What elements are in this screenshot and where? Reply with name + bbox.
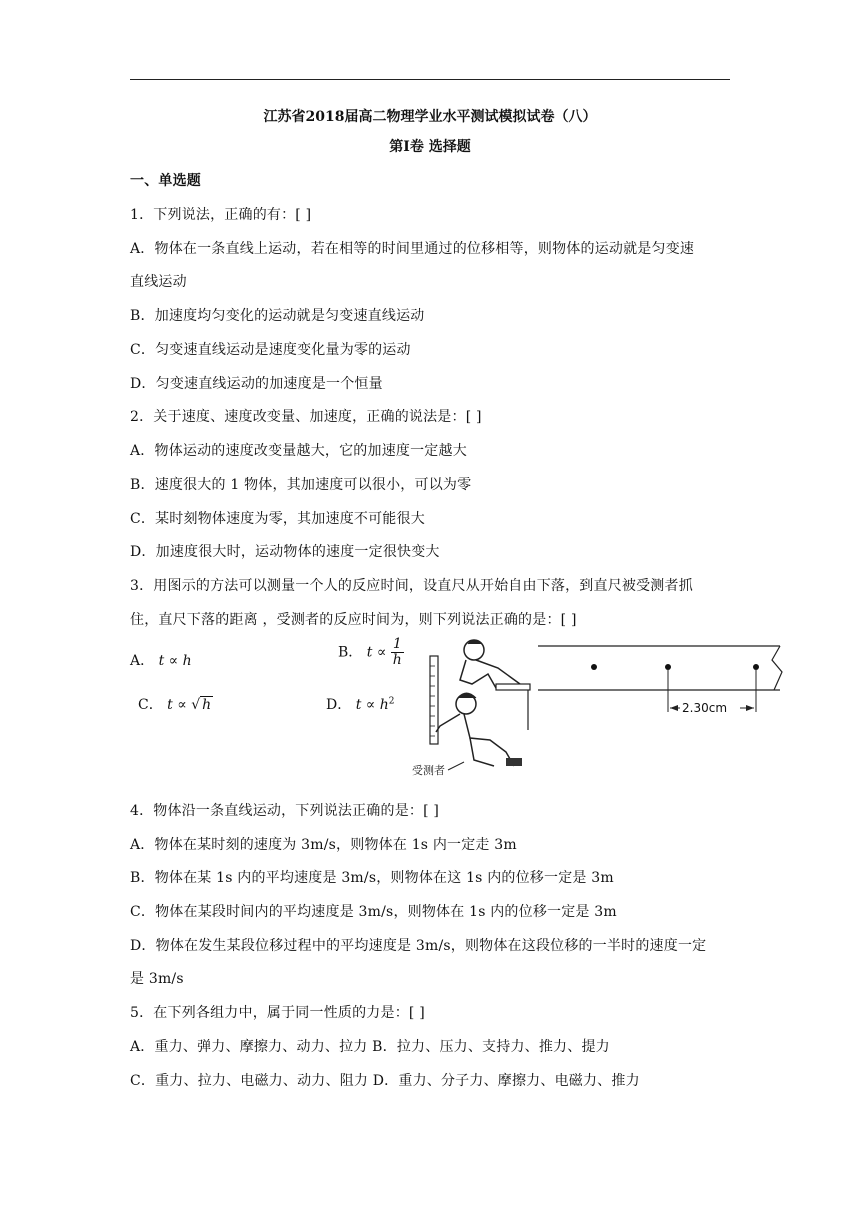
paper-tape-figure xyxy=(536,640,798,724)
q3-option-c: C． t ∝ √ h xyxy=(138,697,212,713)
q5-stem: 5．在下列各组力中，属于同一性质的力是：[ ] xyxy=(130,1005,425,1021)
tester-body xyxy=(460,660,496,688)
q2-option-b: B．速度很大的 1 物体，其加速度可以很小，可以为零 xyxy=(130,477,472,493)
q2-option-a: A．物体运动的速度改变量越大，它的加速度一定越大 xyxy=(130,443,467,459)
tape-dot-3 xyxy=(753,664,759,670)
subject-leg xyxy=(470,738,494,766)
q4-option-c: C．物体在某段时间内的平均速度是 3m/s，则物体在 1s 内的位移一定是 3m xyxy=(130,904,617,920)
exam-title: 江苏省2018届高二物理学业水平测试模拟试卷（八） xyxy=(263,109,597,125)
exam-subtitle: 第Ⅰ卷 选择题 xyxy=(389,139,471,155)
q4-option-d-cont: 是 3m/s xyxy=(130,971,184,987)
fraction-one-over-h: $\frac{1}{h}$ xyxy=(392,636,402,668)
section-heading: 一、单选题 xyxy=(130,173,201,189)
q1-option-d: D．匀变速直线运动的加速度是一个恒量 xyxy=(130,376,383,392)
subject-shoe xyxy=(506,758,522,766)
q2-stem: 2．关于速度、速度改变量、加速度，正确的说法是：[ ] xyxy=(130,409,482,425)
q1-option-a-cont: 直线运动 xyxy=(130,274,187,290)
reaction-time-figure xyxy=(410,634,540,780)
q1-option-b: B．加速度均匀变化的运动就是匀变速直线运动 xyxy=(130,308,425,324)
q3-option-a: A． t ∝ h xyxy=(130,653,192,669)
q3-stem-line2: 住，直尺下落的距离 ，受测者的反应时间为，则下列说法正确的是：[ ] xyxy=(130,612,577,628)
q1-option-a: A．物体在一条直线上运动，若在相等的时间里通过的位移相等，则物体的运动就是匀变速 xyxy=(130,241,695,257)
table-top xyxy=(496,684,530,690)
caption-pointer xyxy=(448,762,464,770)
q5-options-cd: C．重力、拉力、电磁力、动力、阻力 D．重力、分子力、摩擦力、电磁力、推力 xyxy=(130,1073,640,1089)
subject-arm xyxy=(436,714,460,732)
q1-option-c: C．匀变速直线运动是速度变化量为零的运动 xyxy=(130,342,411,358)
figure-caption: 受测者 xyxy=(412,764,445,777)
q5-options-ab: A．重力、弹力、摩擦力、动力、拉力 B．拉力、压力、支持力、推力、提力 xyxy=(130,1039,610,1055)
q3-stem-line1: 3．用图示的方法可以测量一个人的反应时间，设直尺从开始自由下落，到直尺被受测者抓 xyxy=(130,578,693,594)
q1-stem: 1．下列说法，正确的有：[ ] xyxy=(130,207,312,223)
header-rule xyxy=(130,79,730,80)
q4-option-b: B．物体在某 1s 内的平均速度是 3m/s，则物体在这 1s 内的位移一定是 3m xyxy=(130,870,614,886)
q4-stem: 4．物体沿一条直线运动，下列说法正确的是：[ ] xyxy=(130,803,440,819)
q4-option-d: D．物体在发生某段位移过程中的平均速度是 3m/s，则物体在这段位移的一半时的速度一定 xyxy=(130,938,707,954)
q2-option-c: C．某时刻物体速度为零，其加速度不可能很大 xyxy=(130,511,425,527)
tape-dot-2 xyxy=(665,664,671,670)
measure-label: 2.30cm xyxy=(682,701,728,715)
tape-torn-end xyxy=(772,646,782,690)
measure-arrow-right xyxy=(746,705,754,711)
measure-arrow-left xyxy=(670,705,678,711)
q2-option-d: D．加速度很大时，运动物体的速度一定很快变大 xyxy=(130,544,440,560)
q3-option-b: B． t ∝ $\frac{1}{h}$ xyxy=(338,636,402,668)
tape-dot-1 xyxy=(591,664,597,670)
subject-hair xyxy=(458,693,476,698)
q4-option-a: A．物体在某时刻的速度为 3m/s，则物体在 1s 内一定走 3m xyxy=(130,837,517,853)
tester-arm xyxy=(476,660,520,684)
q3-option-d: D． $t \propto h^2$ xyxy=(326,696,395,713)
